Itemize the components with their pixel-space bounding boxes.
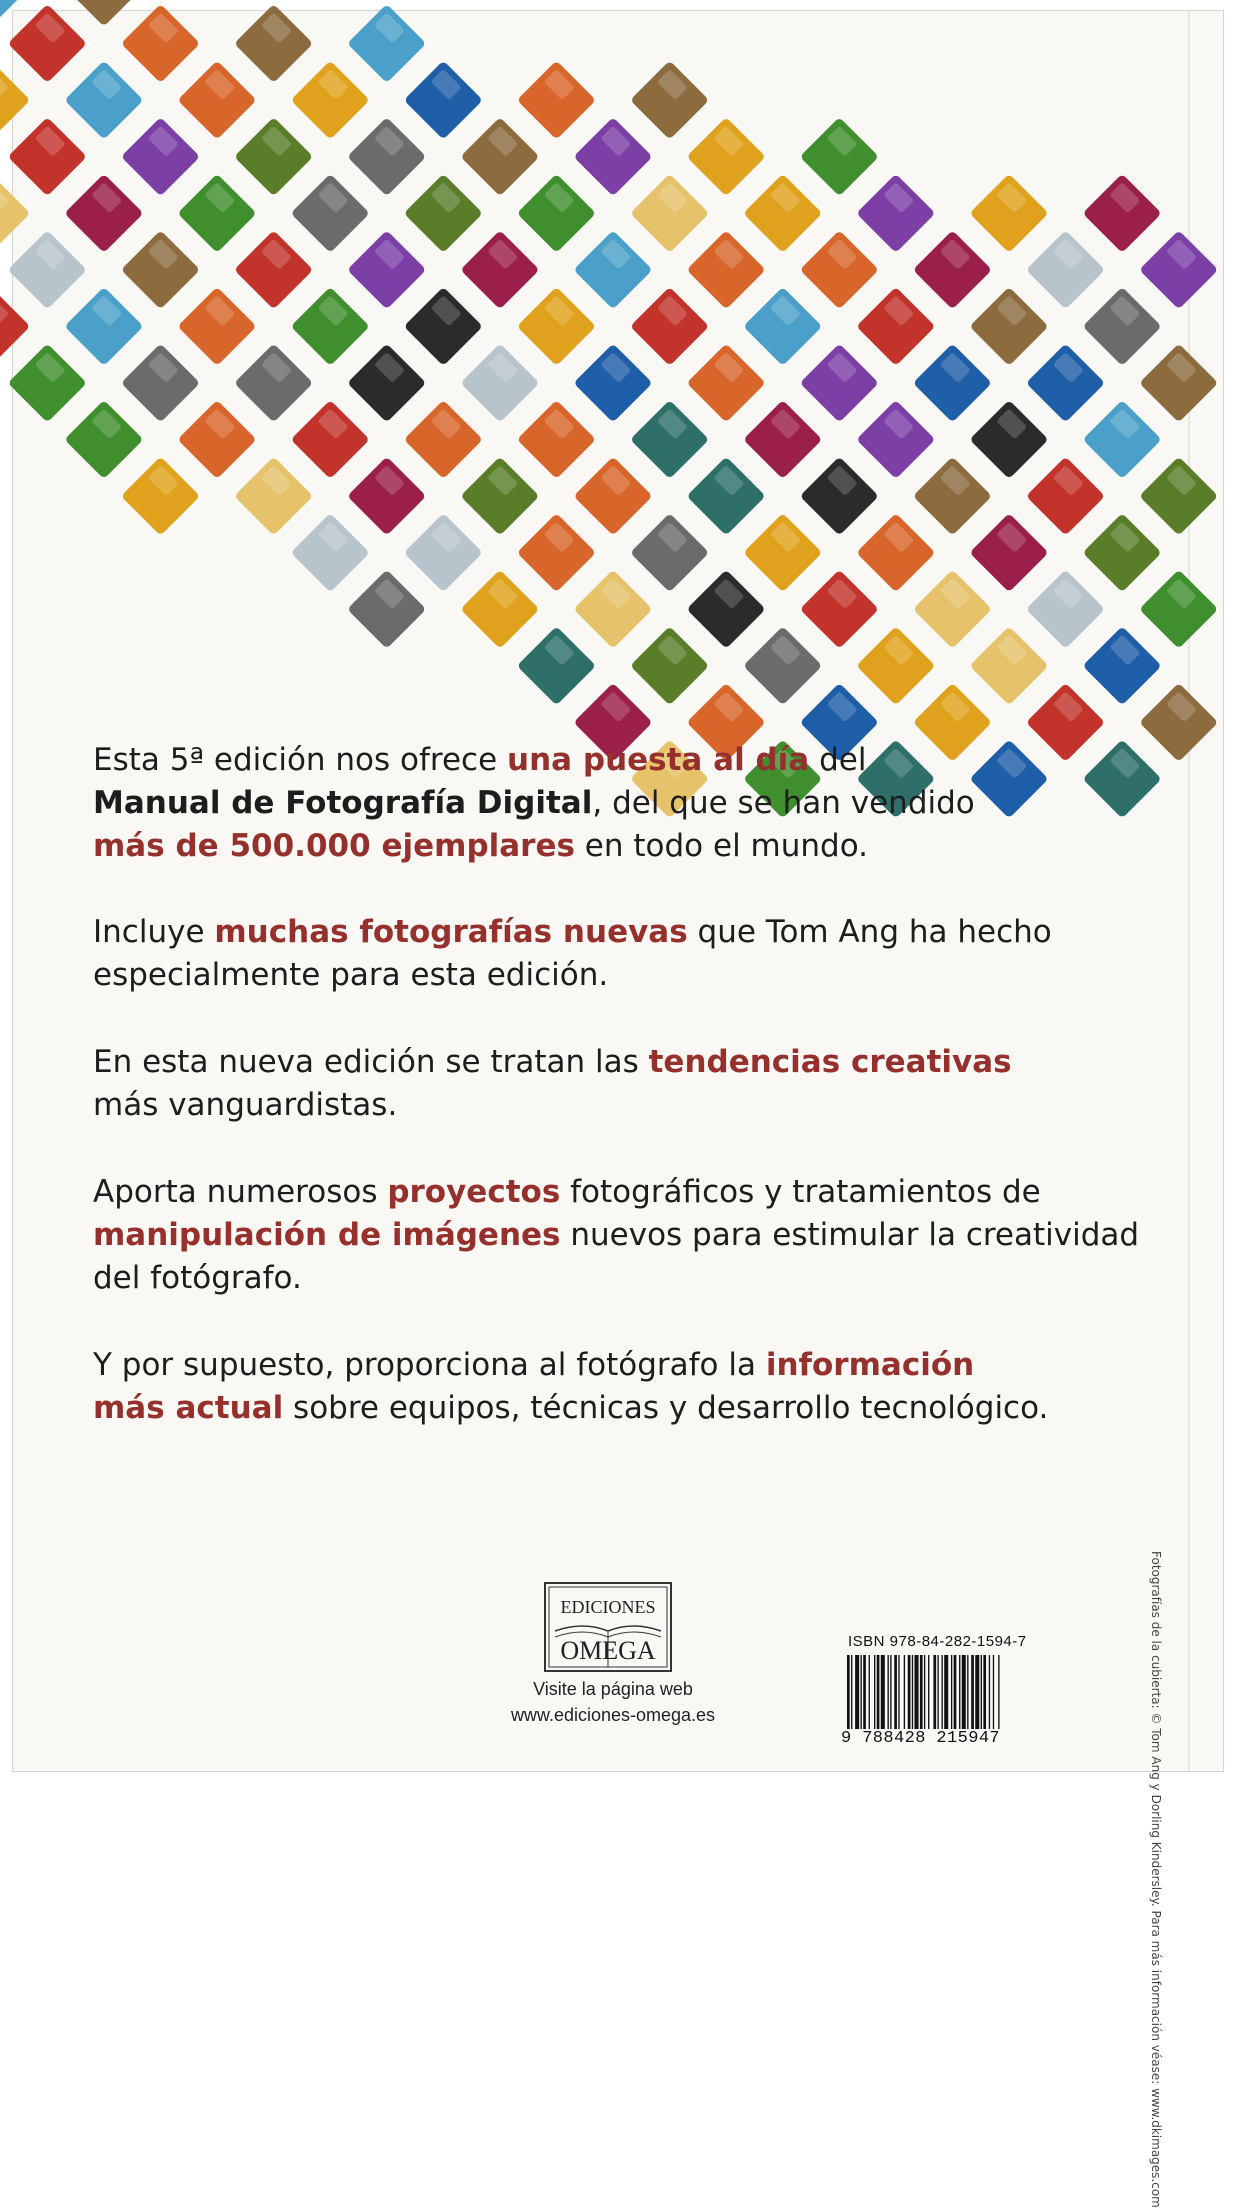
blurb-text: en todo el mundo. <box>574 828 868 864</box>
highlight-text: muchas fotografías nuevas <box>214 914 688 950</box>
barcode-bar <box>937 1655 938 1729</box>
barcode-bar <box>861 1655 862 1729</box>
barcode-bar <box>944 1655 948 1729</box>
barcode-bar <box>928 1655 929 1737</box>
barcode-digits: 9 788428 215947 <box>841 1729 1001 1748</box>
isbn-label: ISBN 978-84-282-1594-7 <box>848 1633 1027 1650</box>
mosaic-photo-tile <box>0 174 30 253</box>
barcode-bar <box>962 1655 966 1729</box>
blurb-paragraph-1 <box>93 739 975 868</box>
barcode-bar <box>877 1655 880 1729</box>
barcode-bar <box>847 1655 850 1737</box>
barcode-bar <box>959 1655 960 1729</box>
blurb-text: En esta nueva edición se tratan las <box>93 1044 649 1080</box>
mosaic-photo-tile <box>0 61 30 140</box>
barcode-bar <box>993 1655 994 1737</box>
publisher-url[interactable]: www.ediciones-omega.es <box>510 1705 716 1725</box>
highlight-text: tendencias creativas <box>648 1044 1012 1080</box>
blurb-text: Aporta numerosos <box>93 1174 388 1210</box>
mosaic-photo-tile <box>0 0 30 27</box>
blurb-text: especialmente para esta edición. <box>93 957 609 993</box>
blurb-text: que Tom Ang ha hecho <box>687 914 1052 950</box>
barcode-bar <box>888 1655 889 1729</box>
barcode-bar <box>975 1655 979 1729</box>
barcode-bar <box>924 1655 925 1737</box>
mosaic-photo-tile <box>64 0 143 27</box>
barcode-bar <box>920 1655 923 1737</box>
photo-mosaic <box>13 11 1225 791</box>
barcode-bar <box>890 1655 891 1729</box>
highlight-text: una puesta al día <box>507 742 810 778</box>
blurb-text: más vanguardistas. <box>93 1087 398 1123</box>
blurb-text: del <box>809 742 867 778</box>
mosaic-photo-tile <box>0 287 30 366</box>
barcode-bar <box>869 1655 870 1729</box>
barcode-bar <box>933 1655 936 1729</box>
barcode-bar <box>912 1655 913 1729</box>
barcode-bar <box>971 1655 974 1729</box>
barcode <box>843 1655 1043 1737</box>
logo-line-2: OMEGA <box>560 1636 656 1665</box>
barcode-bar <box>881 1655 885 1729</box>
highlight-text: información <box>765 1347 975 1383</box>
barcode-bar <box>898 1655 899 1729</box>
blurb-paragraph-4 <box>93 1171 1139 1300</box>
barcode-bar <box>998 1655 999 1737</box>
blurb-text: Y por supuesto, proporciona al fotógrafo la <box>93 1347 766 1383</box>
blurb-text: fotográficos y tratamientos de <box>560 1174 1041 1210</box>
blurb-paragraph-3 <box>93 1041 1012 1127</box>
ediciones-omega-logo <box>543 1581 673 1673</box>
blurb-text: Esta 5ª edición nos ofrece <box>93 742 508 778</box>
book-title-text: Manual de Fotografía Digital <box>93 785 593 821</box>
barcode-bar <box>954 1655 957 1729</box>
photo-credit: Fotografías de la cubierta: © Tom Ang y Dorling Kindersley. Para más información véase: www.dkimages.com <box>1149 1551 1163 2208</box>
blurb-paragraph-2 <box>93 911 1052 997</box>
barcode-bar <box>863 1655 866 1729</box>
highlight-text: más de 500.000 ejemplares <box>93 828 575 864</box>
highlight-text: más actual <box>93 1390 284 1426</box>
barcode-bar <box>904 1655 905 1729</box>
blurb-paragraph-5 <box>93 1344 1048 1430</box>
visit-web-label: Visite la página web <box>533 1679 693 1699</box>
blurb-text: del fotógrafo. <box>93 1260 302 1296</box>
barcode-bar <box>981 1655 982 1729</box>
barcode-bar <box>983 1655 986 1729</box>
highlight-text: proyectos <box>387 1174 561 1210</box>
logo-line-1: EDICIONES <box>560 1597 656 1617</box>
blurb-text: Incluye <box>93 914 215 950</box>
barcode-bar <box>874 1655 875 1729</box>
barcode-bar <box>967 1655 968 1729</box>
barcode-bar <box>851 1655 852 1737</box>
barcode-bar <box>942 1655 943 1729</box>
barcode-bar <box>894 1655 897 1729</box>
barcode-bar <box>989 1655 990 1729</box>
barcode-bar <box>915 1655 919 1729</box>
barcode-bar <box>908 1655 911 1729</box>
highlight-text: manipulación de imágenes <box>93 1217 561 1253</box>
book-back-cover <box>12 10 1224 2208</box>
blurb-text: sobre equipos, técnicas y desarrollo tecnológico. <box>283 1390 1049 1426</box>
blurb-text: , del que se han vendido <box>592 785 975 821</box>
barcode-bar <box>951 1655 952 1729</box>
barcode-bar <box>855 1655 859 1729</box>
blurb-text: nuevos para estimular la creatividad <box>560 1217 1140 1253</box>
